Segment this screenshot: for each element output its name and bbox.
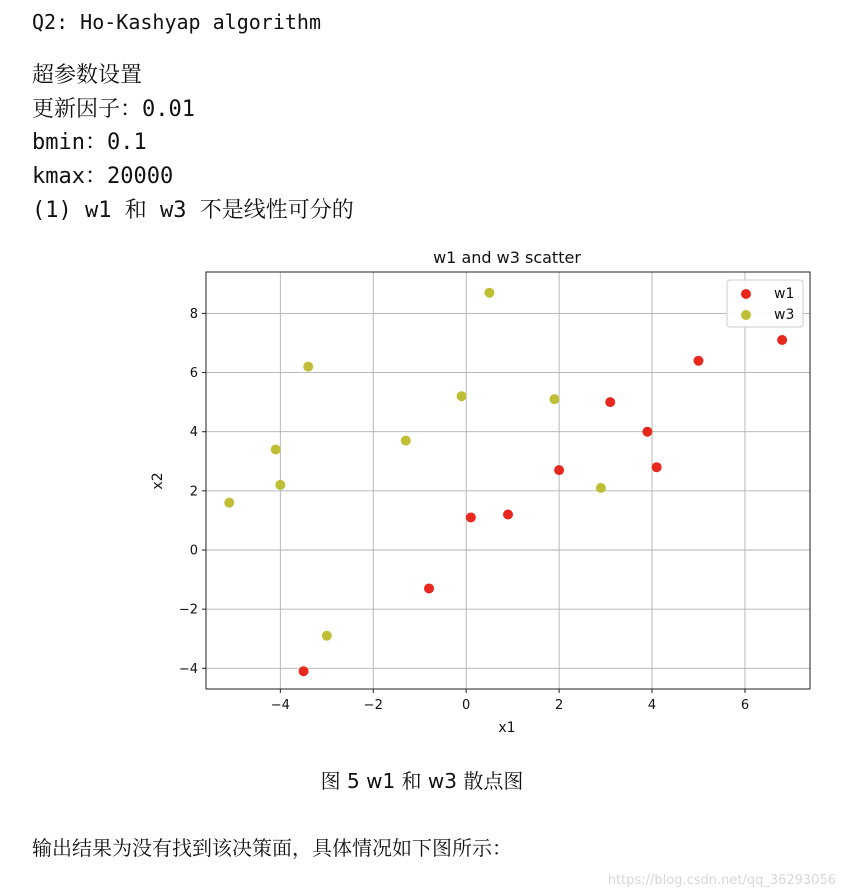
data-point-w3 bbox=[322, 631, 332, 641]
data-point-w1 bbox=[424, 583, 434, 593]
data-point-w3 bbox=[303, 362, 313, 372]
watermark: https://blog.csdn.net/qq_36293056 bbox=[607, 873, 836, 888]
data-point-w3 bbox=[457, 391, 467, 401]
result-text: 输出结果为没有找到该决策面，具体情况如下图所示： bbox=[32, 836, 512, 860]
data-point-w1 bbox=[554, 465, 564, 475]
observation-text: (1) w1 和 w3 不是线性可分的 bbox=[32, 198, 354, 223]
chart-grid bbox=[206, 272, 810, 689]
data-point-w3 bbox=[271, 444, 281, 454]
params-heading: 超参数设置 bbox=[32, 63, 143, 88]
x-axis-label: x1 bbox=[498, 720, 516, 736]
x-tick-label: 6 bbox=[740, 698, 750, 713]
legend-marker-w3 bbox=[741, 310, 751, 320]
data-point-w1 bbox=[299, 666, 309, 676]
chart-points bbox=[224, 288, 787, 677]
x-tick-label: 0 bbox=[462, 698, 471, 713]
question-title: Q2: Ho-Kashyap algorithm bbox=[32, 10, 321, 34]
y-tick-label: 8 bbox=[189, 306, 198, 322]
legend-label-w1: w1 bbox=[774, 286, 795, 302]
x-tick-label: −4 bbox=[270, 698, 290, 713]
data-point-w3 bbox=[484, 288, 494, 298]
data-point-w1 bbox=[503, 510, 513, 520]
y-tick-label: −4 bbox=[178, 661, 198, 677]
figure-caption: 图 5 w1 和 w3 散点图 bbox=[320, 769, 524, 793]
data-point-w3 bbox=[596, 483, 606, 493]
y-tick-label: 2 bbox=[189, 484, 198, 500]
param-kmax: kmax：20000 bbox=[32, 164, 174, 189]
param-update-factor: 更新因子：0.01 bbox=[32, 97, 195, 122]
y-tick-label: −2 bbox=[178, 602, 198, 618]
data-point-w1 bbox=[642, 427, 652, 437]
data-point-w1 bbox=[605, 397, 615, 407]
data-point-w3 bbox=[224, 498, 234, 508]
chart-legend bbox=[727, 280, 803, 327]
legend-label-w3: w3 bbox=[774, 307, 795, 323]
legend-marker-w1 bbox=[741, 289, 751, 299]
data-point-w3 bbox=[401, 436, 411, 446]
x-tick-label: 4 bbox=[647, 698, 657, 713]
data-point-w1 bbox=[652, 462, 662, 472]
data-point-w1 bbox=[777, 335, 787, 345]
y-tick-label: 0 bbox=[189, 543, 198, 559]
y-axis-label: x2 bbox=[150, 472, 166, 490]
plot-frame bbox=[206, 272, 810, 689]
chart-title: w1 and w3 scatter bbox=[433, 248, 581, 267]
chart-ticks bbox=[179, 307, 749, 713]
data-point-w3 bbox=[275, 480, 285, 490]
scatter-chart bbox=[140, 238, 830, 743]
data-point-w1 bbox=[466, 512, 476, 522]
data-point-w1 bbox=[693, 356, 703, 366]
y-tick-label: 6 bbox=[189, 366, 198, 382]
data-point-w3 bbox=[549, 394, 559, 404]
x-tick-label: 2 bbox=[554, 698, 564, 713]
x-tick-label: −2 bbox=[363, 698, 383, 713]
param-bmin: bmin：0.1 bbox=[32, 130, 147, 155]
y-tick-label: 4 bbox=[189, 425, 198, 441]
